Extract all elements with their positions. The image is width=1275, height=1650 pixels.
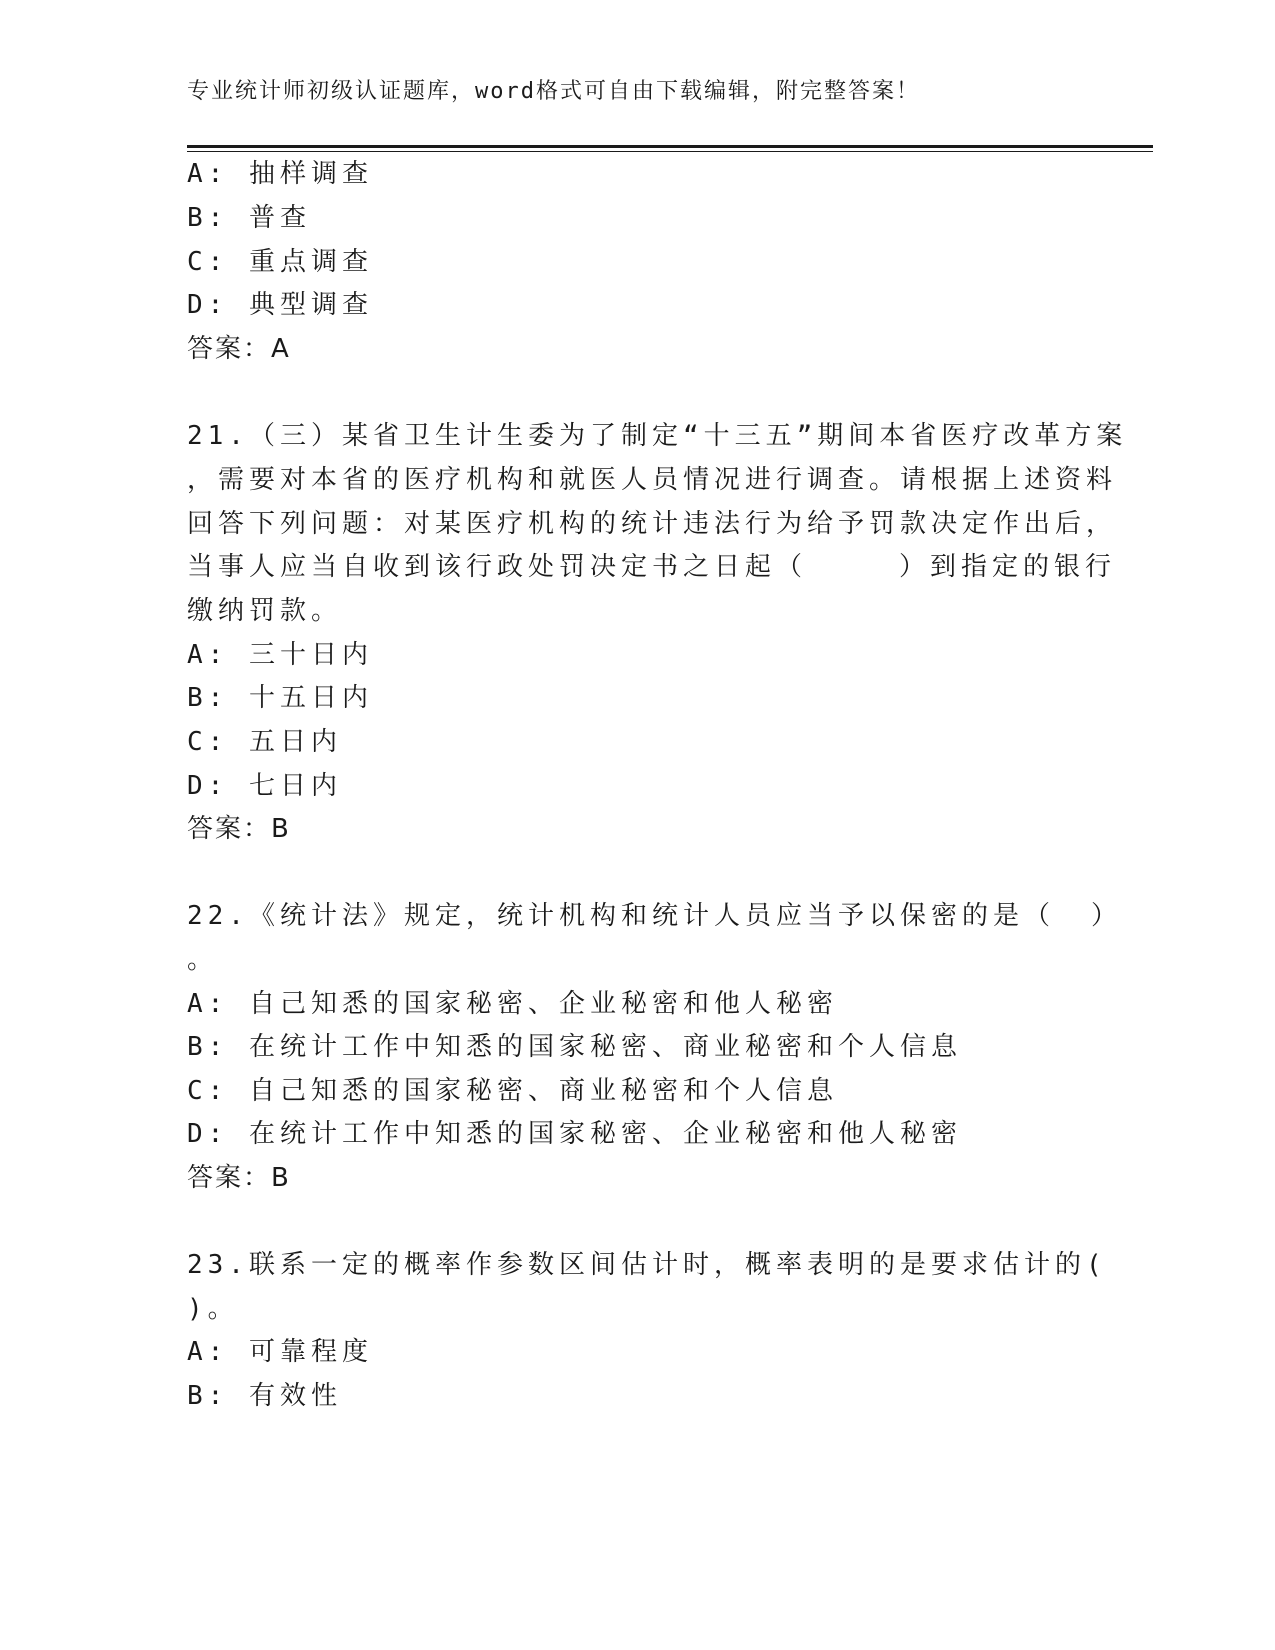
question-stem-line: ，需要对本省的医疗机构和就医人员情况进行调查。请根据上述资料: [187, 465, 1118, 495]
header-rule-thin: [187, 151, 1153, 152]
option-c: C: 自己知悉的国家秘密、商业秘密和个人信息: [187, 1076, 838, 1106]
question-stem-line: 。: [187, 945, 219, 975]
option-c: C: 五日内: [187, 727, 342, 757]
question-stem-line: 21.（三）某省卫生计生委为了制定“十三五”期间本省医疗改革方案: [187, 421, 1128, 451]
answer: 答案：A: [187, 334, 291, 364]
question-stem-line: 当事人应当自收到该行政处罚决定书之日起（ ）到指定的银行: [187, 552, 1117, 582]
answer: 答案：B: [187, 1163, 291, 1193]
page-header: 专业统计师初级认证题库，word格式可自由下载编辑，附完整答案！: [187, 79, 920, 104]
question-stem-line: 回答下列问题：对某医疗机构的统计违法行为给予罚款决定作出后，: [187, 509, 1118, 539]
option-c: C: 重点调查: [187, 247, 373, 277]
option-a: A: 三十日内: [187, 640, 373, 670]
option-a: A: 抽样调查: [187, 159, 373, 189]
option-a: A: 可靠程度: [187, 1337, 373, 1367]
option-d: D: 典型调查: [187, 290, 373, 320]
question-stem-line: 22.《统计法》规定，统计机构和统计人员应当予以保密的是（ ）: [187, 901, 1122, 931]
question-stem-line: )。: [187, 1294, 239, 1324]
option-b: B: 十五日内: [187, 683, 373, 713]
question-stem-line: 23.联系一定的概率作参数区间估计时，概率表明的是要求估计的(: [187, 1250, 1107, 1280]
option-a: A: 自己知悉的国家秘密、企业秘密和他人秘密: [187, 989, 838, 1019]
option-b: B: 普查: [187, 203, 311, 233]
question-stem-line: 缴纳罚款。: [187, 596, 343, 626]
header-rule-thick: [187, 145, 1153, 148]
answer: 答案：B: [187, 814, 291, 844]
option-d: D: 在统计工作中知悉的国家秘密、企业秘密和他人秘密: [187, 1119, 962, 1149]
option-d: D: 七日内: [187, 771, 342, 801]
option-b: B: 在统计工作中知悉的国家秘密、商业秘密和个人信息: [187, 1032, 962, 1062]
option-b: B: 有效性: [187, 1381, 342, 1411]
